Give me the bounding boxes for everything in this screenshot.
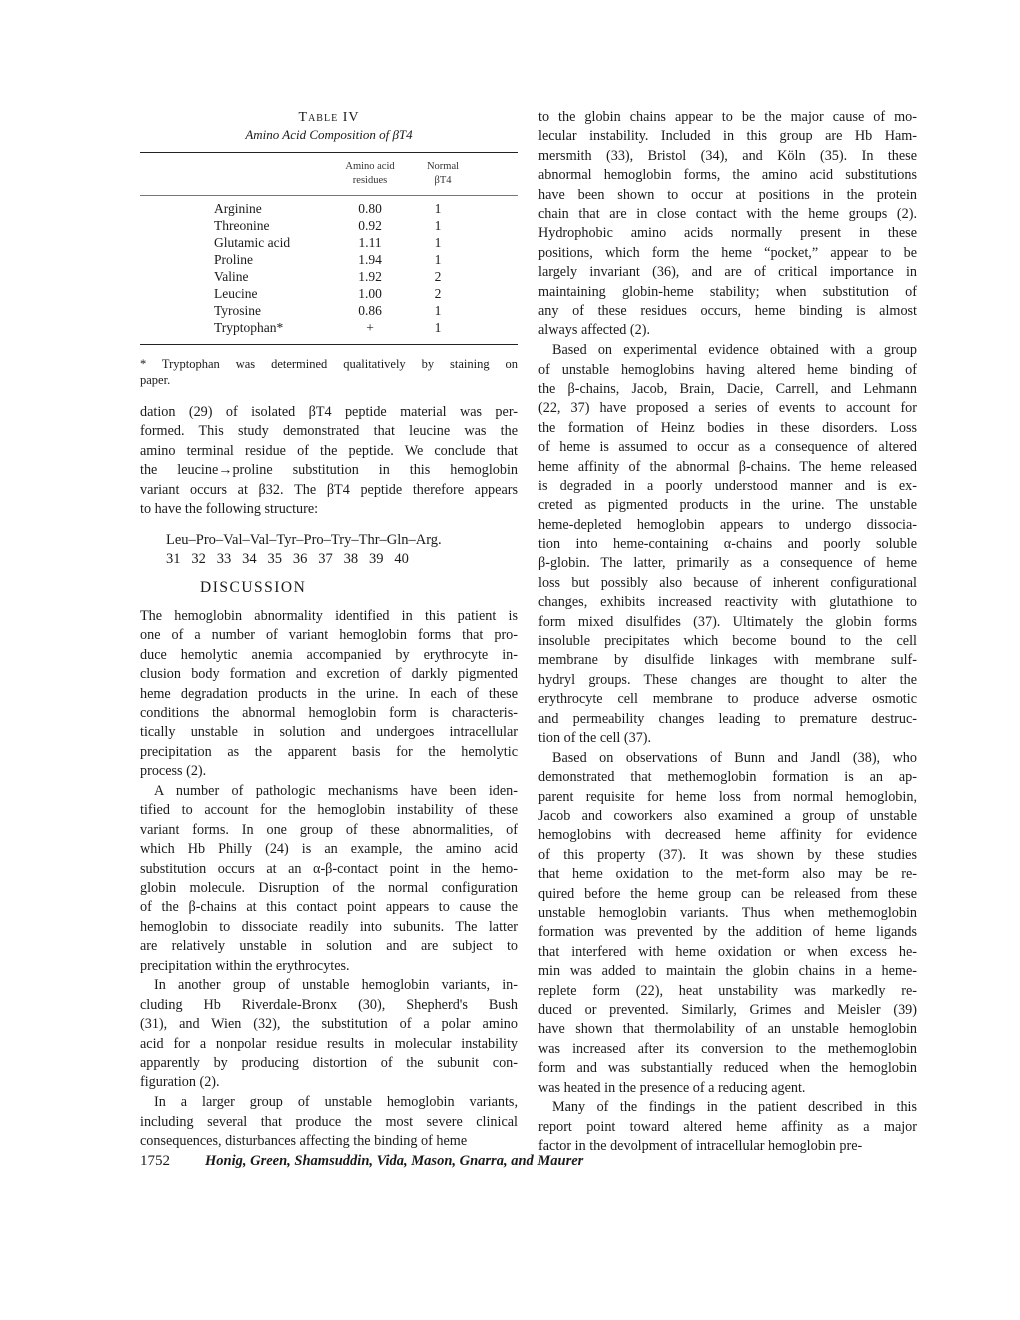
text-line: variant forms. In one group of these abnormalities, of bbox=[140, 821, 518, 838]
text-line: heme degradation products in the urine. In each of these bbox=[140, 685, 518, 702]
normal-value: 1 bbox=[434, 320, 442, 335]
paragraph bbox=[538, 1098, 917, 1156]
text-line: erythrocyte cell membrane to produce adverse osmotic bbox=[538, 691, 917, 708]
peptide-sequence: Leu–Pro–Val–Val–Tyr–Pro–Try–Thr–Gln–Arg. bbox=[166, 532, 442, 548]
text-line: one of a number of variant hemoglobin forms that pro- bbox=[140, 627, 518, 644]
text-line: process (2). bbox=[140, 763, 207, 780]
text-line: (31), and Wien (32), the substitution of a polar amino bbox=[140, 1016, 518, 1033]
paragraph bbox=[140, 403, 518, 519]
text-line: formed. This study demonstrated that leucine was the bbox=[140, 423, 518, 440]
amino-acid-name: Tyrosine bbox=[214, 303, 262, 318]
text-line: the leucine→proline substitution in this hemoglobin bbox=[140, 462, 518, 479]
text-line: substitution occurs at an α-β-contact point in the hemo- bbox=[140, 860, 518, 877]
text-line: hydryl groups. These changes are thought to alter the bbox=[538, 671, 917, 688]
table-row bbox=[140, 217, 518, 234]
text-line: and permeability changes leading to premature destruc- bbox=[538, 710, 917, 727]
left-column-body bbox=[140, 607, 518, 1152]
text-line: β-globin. The latter, primarily as a consequence of heme bbox=[538, 555, 917, 572]
text-line: min was added to maintain the globin chains in a heme- bbox=[538, 963, 917, 980]
text-line: cluding Hb Riverdale-Bronx (30), Shepherd's Bush bbox=[140, 996, 518, 1013]
text-line: duce hemolytic anemia accompanied by erythrocyte in- bbox=[140, 646, 518, 663]
text-line: lecular instability. Included in this group are Hb Ham- bbox=[538, 128, 917, 145]
text-line: amino terminal residue of the peptide. We conclude that bbox=[140, 442, 518, 459]
column-header-residues bbox=[330, 160, 410, 188]
text-line: was heated in the presence of a reducing agent. bbox=[538, 1079, 806, 1096]
text-line: report point toward altered heme affinity as a major bbox=[538, 1118, 917, 1135]
text-line: always affected (2). bbox=[538, 322, 650, 339]
paragraph bbox=[140, 976, 518, 1092]
text-line: that interfered with heme oxidation or when excess he- bbox=[538, 943, 917, 960]
table-row bbox=[140, 251, 518, 268]
running-footer-authors: Honig, Green, Shamsuddin, Vida, Mason, Gnarra, and Maurer bbox=[205, 1153, 584, 1169]
table-row bbox=[140, 319, 518, 336]
text-line: insoluble precipitates which become bound to the cell bbox=[538, 633, 917, 650]
text-line: largely invariant (36), and are of critical importance in bbox=[538, 264, 917, 281]
text-line: of this property (37). It was shown by these studies bbox=[538, 846, 917, 863]
text-line: including several that produce the most severe clinical bbox=[140, 1113, 518, 1130]
text-line: tion of the cell (37). bbox=[538, 730, 652, 746]
text-line: are relatively unstable in solution and are subject to bbox=[140, 938, 518, 955]
amino-acid-name: Arginine bbox=[214, 201, 262, 216]
text-line: mersmith (33), Bristol (34), and Köln (35). In these bbox=[538, 147, 917, 164]
text-line: was increased after its conversion to the methemoglobin bbox=[538, 1040, 917, 1057]
text-line: In another group of unstable hemoglobin variants, in- bbox=[154, 977, 518, 994]
text-line: hemoglobin to dissociate readily into subunits. The latter bbox=[140, 918, 518, 935]
residues-value: 1.00 bbox=[358, 286, 382, 301]
section-heading-discussion: DISCUSSION bbox=[200, 579, 307, 596]
amino-acid-name: Glutamic acid bbox=[214, 235, 291, 250]
normal-value: 1 bbox=[434, 303, 442, 318]
text-line: form and was substantially reduced when the hemoglobin bbox=[538, 1060, 917, 1077]
text-line: tified to account for the hemoglobin instability of these bbox=[140, 802, 518, 819]
text-line: is degraded in a poorly understood manner and is ex- bbox=[538, 477, 917, 494]
peptide-structure bbox=[166, 531, 442, 569]
text-line: conditions the abnormal hemoglobin form is characteris- bbox=[140, 704, 518, 721]
paragraph bbox=[538, 341, 917, 748]
text-line: A number of pathologic mechanisms have been iden- bbox=[154, 783, 518, 800]
residues-value: 1.11 bbox=[358, 235, 382, 250]
normal-value: 1 bbox=[434, 252, 442, 267]
text-line: parent requisite for heme loss from normal hemoglobin, bbox=[538, 788, 917, 805]
amino-acid-name: Leucine bbox=[214, 286, 258, 301]
table-row bbox=[140, 200, 518, 217]
text-line: to have the following structure: bbox=[140, 500, 319, 517]
text-line: Based on experimental evidence obtained with a group bbox=[552, 342, 917, 359]
normal-value: 1 bbox=[434, 201, 442, 216]
normal-value: 2 bbox=[434, 269, 442, 284]
text-line: In a larger group of unstable hemoglobin variants, bbox=[154, 1094, 518, 1111]
table-header-rule bbox=[140, 195, 518, 196]
text-line: have been shown to occur at positions in the protein bbox=[538, 186, 917, 203]
text-line: Jacob and coworkers also examined a group of unstable bbox=[538, 808, 917, 825]
text-line: have shown that thermolability of an unstable hemoglobin bbox=[538, 1021, 917, 1038]
table-row bbox=[140, 234, 518, 251]
text-line: of the β-chains at this contact point appears to cause the bbox=[140, 899, 518, 916]
page-number: 1752 bbox=[140, 1153, 170, 1169]
paragraph bbox=[140, 782, 518, 976]
residues-value: + bbox=[366, 320, 374, 335]
text-line: of heme is assumed to occur as a consequence of altered bbox=[538, 439, 917, 456]
text-line: globin molecule. Disruption of the normal configuration bbox=[140, 879, 518, 896]
text-line: clusion body formation and excretion of darkly pigmented bbox=[140, 666, 518, 683]
text-line: Hydrophobic amino acids normally present in these bbox=[538, 225, 917, 242]
peptide-positions: 31 32 33 34 35 36 37 38 39 40 bbox=[166, 551, 409, 567]
footnote-line: paper. bbox=[140, 373, 171, 387]
text-line: maintaining globin-heme stability; when substitution of bbox=[538, 283, 917, 300]
header-line: Normal bbox=[426, 161, 460, 172]
paragraph bbox=[538, 749, 917, 1098]
text-line: tically unstable in solution and undergoes intracellular bbox=[140, 724, 518, 741]
text-line: changes, exhibits increased reactivity with glutathione to bbox=[538, 594, 917, 611]
text-line: hemoglobins with decreased heme affinity for evidence bbox=[538, 827, 917, 844]
header-line: βT4 bbox=[434, 175, 452, 186]
text-line: chain that are in close contact with the heme groups (2). bbox=[538, 205, 917, 222]
column-header-normal bbox=[418, 160, 468, 188]
footnote-line: * Tryptophan was determined qualitatively by staining on bbox=[140, 357, 518, 371]
text-line: duced or prevented. Similarly, Grimes and Meisler (39) bbox=[538, 1001, 917, 1018]
text-line: consequences, disturbances affecting the binding of heme bbox=[140, 1133, 468, 1150]
text-line: precipitation within the erythrocytes. bbox=[140, 957, 350, 974]
text-line: dation (29) of isolated βT4 peptide material was per- bbox=[140, 404, 518, 420]
text-line: heme affinity of the abnormal β-chains. The heme released bbox=[538, 458, 917, 475]
table-bottom-rule bbox=[140, 344, 518, 345]
text-line: form mixed disulfides (37). Ultimately the globin forms bbox=[538, 613, 917, 630]
normal-value: 1 bbox=[434, 235, 442, 250]
residues-value: 1.92 bbox=[358, 269, 382, 284]
table-row bbox=[140, 268, 518, 285]
text-line: figuration (2). bbox=[140, 1074, 220, 1091]
text-line: which Hb Philly (24) is an example, the amino acid bbox=[140, 841, 518, 858]
text-line: any of these residues occurs, heme binding is almost bbox=[538, 302, 917, 319]
text-line: that heme oxidation to the met-form also may be re- bbox=[538, 866, 917, 883]
text-line: creted as pigmented products in the urine. The unstable bbox=[538, 497, 917, 514]
text-line: to the globin chains appear to be the major cause of mo- bbox=[538, 109, 917, 125]
left-intro-paragraph bbox=[140, 403, 518, 520]
text-line: acid for a nonpolar residue results in molecular instability bbox=[140, 1035, 518, 1052]
text-line: replete form (22), heat unstability was markedly re- bbox=[538, 982, 917, 999]
table-caption: Amino Acid Composition of βT4 bbox=[245, 127, 413, 142]
text-line: apparently by producing distortion of the subunit con- bbox=[140, 1054, 518, 1071]
text-line: Based on observations of Bunn and Jandl (38), who bbox=[552, 749, 917, 766]
text-line: demonstrated that methemoglobin formation is an ap- bbox=[538, 769, 917, 786]
text-line: the β-chains, Jacob, Brain, Dacie, Carrell, and Lehmann bbox=[538, 380, 917, 397]
header-line: Amino acid bbox=[345, 161, 395, 172]
amino-acid-name: Threonine bbox=[214, 218, 270, 233]
text-line: the formation of Heinz bodies in these disorders. Loss bbox=[538, 419, 917, 436]
table-footnote bbox=[140, 356, 518, 388]
text-line: loss but possibly also because of inherent configurational bbox=[538, 574, 917, 591]
amino-acid-name: Tryptophan* bbox=[214, 320, 284, 335]
text-line: unstable hemoglobin variants. Thus when methemoglobin bbox=[538, 905, 917, 922]
text-line: precipitation as the apparent basis for the hemolytic bbox=[140, 743, 518, 760]
text-line: quired before the heme group can be released from these bbox=[538, 885, 917, 902]
table-row bbox=[140, 285, 518, 302]
paragraph bbox=[538, 108, 917, 341]
normal-value: 2 bbox=[434, 286, 442, 301]
text-line: positions, which form the heme “pocket,” appear to be bbox=[538, 244, 917, 261]
residues-value: 1.94 bbox=[358, 252, 382, 267]
text-line: abnormal hemoglobin forms, the amino acid substitutions bbox=[538, 167, 917, 184]
paragraph bbox=[140, 607, 518, 782]
amino-acid-name: Valine bbox=[214, 269, 249, 284]
text-line: formation was prevented by the addition of heme ligands bbox=[538, 924, 917, 941]
residues-value: 0.86 bbox=[358, 303, 382, 318]
header-line: residues bbox=[352, 175, 388, 186]
text-line: variant occurs at β32. The βT4 peptide therefore appears bbox=[140, 481, 518, 498]
text-line: of unstable hemoglobins having altered heme binding of bbox=[538, 361, 917, 378]
right-column-body bbox=[538, 108, 917, 1157]
amino-acid-name: Proline bbox=[214, 252, 253, 267]
text-line: (22, 37) have proposed a series of events to account for bbox=[538, 400, 917, 417]
text-line: membrane by disulfide linkages with membrane sulf- bbox=[538, 652, 917, 669]
text-line: heme-depleted hemoglobin appears to undergo dissocia- bbox=[538, 516, 917, 533]
text-line: The hemoglobin abnormality identified in this patient is bbox=[140, 608, 518, 624]
paragraph bbox=[140, 1093, 518, 1151]
residues-value: 0.80 bbox=[358, 201, 382, 216]
text-line: tion into heme-containing α-chains and poorly soluble bbox=[538, 536, 917, 553]
text-line: factor in the devolpment of intracellular hemoglobin pre- bbox=[538, 1138, 863, 1155]
table-title: Table IV bbox=[298, 110, 360, 125]
normal-value: 1 bbox=[434, 218, 442, 233]
table-row bbox=[140, 302, 518, 319]
residues-value: 0.92 bbox=[358, 218, 382, 233]
text-line: Many of the findings in the patient described in this bbox=[552, 1099, 917, 1116]
table-top-rule bbox=[140, 152, 518, 153]
